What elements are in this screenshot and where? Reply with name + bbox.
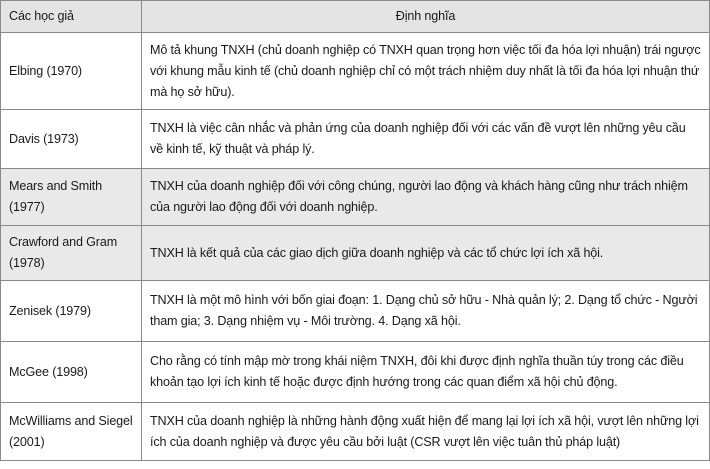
definition-cell: TNXH là một mô hình với bốn giai đoạn: 1. Dạng chủ sở hữu - Nhà quản lý; 2. Dạng tổ chức - Người tham gia; 3. Dạng nhiệm vụ - Môi trường. 4. Dạng xã hội. xyxy=(142,281,710,342)
definition-cell: Cho rằng có tính mập mờ trong khái niệm TNXH, đôi khi được định nghĩa thuần túy trong các điều khoản tạo lợi ích kinh tế hoặc được định hướng trong các quan điểm xã hội chủ động. xyxy=(142,342,710,403)
scholar-cell: Crawford and Gram (1978) xyxy=(1,226,142,281)
table-row xyxy=(1,33,710,110)
table-row xyxy=(1,169,710,226)
table-row xyxy=(1,110,710,169)
scholar-cell: Davis (1973) xyxy=(1,110,142,169)
scholar-cell: Zenisek (1979) xyxy=(1,281,142,342)
definition-cell: Mô tả khung TNXH (chủ doanh nghiệp có TNXH quan trọng hơn việc tối đa hóa lợi nhuận) trái ngược với khung mẫu kinh tế (chủ doanh nghiệp chỉ có một trách nhiệm duy nhất là tối đa hóa lợi nhuận thứ mà họ sở hữu). xyxy=(142,33,710,110)
scholar-cell: McWilliams and Siegel (2001) xyxy=(1,403,142,461)
scholar-cell: Elbing (1970) xyxy=(1,33,142,110)
header-row xyxy=(1,1,710,33)
table-row xyxy=(1,403,710,461)
definition-cell: TNXH là việc cân nhắc và phản ứng của doanh nghiệp đối với các vấn đề vượt lên những yêu cầu về kinh tế, kỹ thuật và pháp lý. xyxy=(142,110,710,169)
definition-cell: TNXH là kết quả của các giao dịch giữa doanh nghiệp và các tổ chức lợi ích xã hội. xyxy=(142,226,710,281)
definition-cell: TNXH của doanh nghiệp đối với công chúng, người lao động và khách hàng cũng như trách nhiệm của người lao động đối với doanh nghiệp. xyxy=(142,169,710,226)
header-scholars: Các học giả xyxy=(1,1,142,33)
definition-cell: TNXH của doanh nghiệp là những hành động xuất hiện để mang lại lợi ích xã hội, vượt lên những lợi ích của doanh nghiệp và được yêu cầu bởi luật (CSR vượt lên việc tuân thủ pháp luật) xyxy=(142,403,710,461)
table-row xyxy=(1,226,710,281)
scholar-cell: Mears and Smith (1977) xyxy=(1,169,142,226)
table-row xyxy=(1,281,710,342)
table-row xyxy=(1,342,710,403)
header-definition: Định nghĩa xyxy=(142,1,710,33)
scholar-cell: McGee (1998) xyxy=(1,342,142,403)
